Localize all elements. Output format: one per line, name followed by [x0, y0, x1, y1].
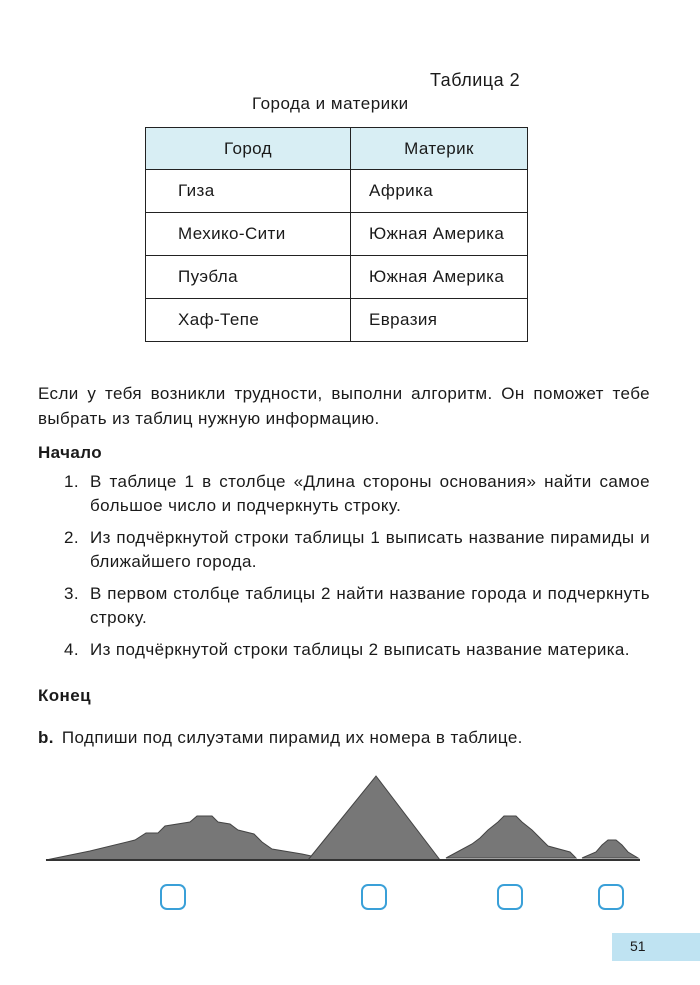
pyramid-silhouette-3 — [446, 816, 576, 858]
continent-cell: Евразия — [351, 299, 528, 342]
page-number-tab — [612, 933, 700, 961]
algorithm-step — [38, 638, 650, 662]
header-continent: Материк — [351, 128, 528, 170]
answer-box-3[interactable] — [497, 884, 523, 910]
pyramid-silhouette-1 — [46, 816, 330, 860]
continent-cell: Южная Америка — [351, 213, 528, 256]
page-number: 51 — [630, 938, 646, 954]
city-cell: Пуэбла — [146, 256, 351, 299]
table-row — [146, 299, 528, 342]
step-text: В таблице 1 в столбце «Длина стороны основания» найти самое большое число и подчеркнуть строку. — [90, 472, 650, 515]
algorithm-start: Начало — [38, 443, 102, 462]
city-cell: Хаф-Тепе — [146, 299, 351, 342]
task-text: Подпиши под силуэтами пирамид их номера в таблице. — [61, 728, 523, 747]
step-number: 1. — [64, 472, 79, 491]
pyramid-silhouettes — [40, 770, 650, 870]
table-row — [146, 213, 528, 256]
table-header-row — [146, 128, 528, 170]
task-letter: b. — [38, 728, 54, 747]
pyramid-silhouette-2 — [308, 776, 440, 860]
task-b — [38, 728, 523, 748]
step-text: Из подчёркнутой строки таблицы 2 выписать название материка. — [90, 640, 630, 659]
pyramid-silhouette-4 — [582, 840, 638, 858]
algorithm-step — [38, 470, 650, 518]
table-row — [146, 170, 528, 213]
algorithm-step — [38, 582, 650, 630]
table-title: Города и материки — [252, 94, 409, 113]
step-text: Из подчёркнутой строки таблицы 1 выписать название пирамиды и ближайшего города. — [90, 528, 650, 571]
header-city: Город — [146, 128, 351, 170]
table-row — [146, 256, 528, 299]
algorithm-end: Конец — [38, 686, 91, 705]
continent-cell: Южная Америка — [351, 256, 528, 299]
algorithm-steps — [38, 470, 650, 670]
city-cell: Мехико-Сити — [146, 213, 351, 256]
intro-paragraph: Если у тебя возникли трудности, выполни алгоритм. Он поможет тебе выбрать из таблиц нужную информацию. — [38, 384, 650, 428]
answer-box-4[interactable] — [598, 884, 624, 910]
cities-table — [145, 127, 528, 342]
step-number: 3. — [64, 584, 79, 603]
answer-box-1[interactable] — [160, 884, 186, 910]
step-text: В первом столбце таблицы 2 найти название города и подчеркнуть строку. — [90, 584, 650, 627]
algorithm-step — [38, 526, 650, 574]
step-number: 4. — [64, 640, 79, 659]
answer-box-2[interactable] — [361, 884, 387, 910]
step-number: 2. — [64, 528, 79, 547]
continent-cell: Африка — [351, 170, 528, 213]
city-cell: Гиза — [146, 170, 351, 213]
table-number: Таблица 2 — [430, 70, 521, 90]
